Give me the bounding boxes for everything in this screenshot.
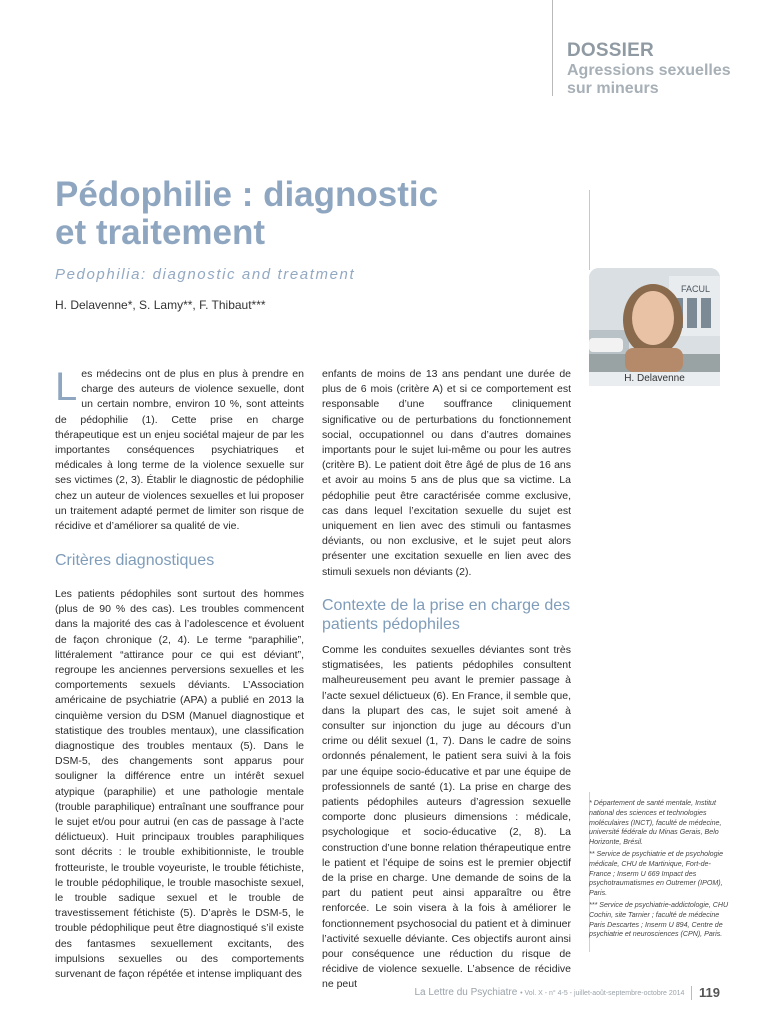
criteres-text: Les patients pédophiles sont surtout des hommes (plus de 90 % des cas). Les troubles commencent dans la majorité des cas à l’adolescence et évoluent de façon chronique (2, 4). Le terme “paraphilie”, littéralement “attirance pour ce qui est déviant”, regroupe les anciennes perversions sexuelles et les comportements sexuels déviants. L’Association américaine de psychiatrie (APA) a publié en 2013 la cinquième version du DSM (Manuel diagnostique et statistique des troubles mentaux), une classification diagnostique des troubles mentaux (5). Dans le DSM-5, des changements sont apparus pour souligner la différence entre un intérêt sexuel atypique (paraphilie) et une pathologie mentale (trouble paraphilique) entraînant une souffrance pour le sujet et/ou pour autrui (en cas de passage à l’acte délictueux). Huit principaux troubles paraphiliques sont décrits : le trouble exhibitionniste, le trouble frotteuriste, le trouble voyeuriste, le trouble fétichiste, le trouble pédophilique, le trouble masochiste sexuel, le trouble sadique sexuel et le trouble de travestissement fétichiste (5). D’après le DSM-5, le trouble pédophilique peut être diagnostiqué s’il existe des fantasmes sexuellement excitants, des impulsions sexuelles ou des comportements survenant de façon répétée et intense impliquant des [55, 588, 304, 981]
affiliation-footnotes [589, 799, 730, 942]
article-title [55, 176, 555, 252]
photo-sign-text: FACUL [681, 284, 711, 294]
footnote-2: ** Service de psychiatrie et de psychologie médicale, CHU de Martinique, Fort-de-France ; Inserm U 669 Impact des psychotraumatismes en Outremer (IPOM), Paris. [589, 849, 724, 898]
author-photo-caption: H. Delavenne [589, 372, 720, 386]
author-portrait-image [589, 268, 720, 372]
dossier-topic-line2: sur mineurs [567, 80, 659, 97]
journal-name: La Lettre du Psychiatre [414, 987, 518, 999]
article-title-line2: et traitement [55, 213, 266, 252]
criteres-paragraph [55, 587, 304, 982]
issue-info: • Vol. X - n° 4-5 - juillet-août-septembre-octobre 2014 [520, 990, 685, 998]
intro-paragraph [55, 367, 304, 534]
column2-paragraph [322, 367, 571, 580]
drop-cap: L [55, 365, 78, 409]
dossier-kicker: DOSSIER [567, 40, 654, 61]
dossier-topic-line1: Agressions sexuelles [567, 62, 731, 79]
contexte-text: Comme les conduites sexuelles déviantes sont très stigmatisées, les patients pédophiles consultent malheureusement peu avant le premier passage à l’acte sexuel délictueux (6). En France, il semble que, dans la plupart des cas, le sujet soit amené à consulter sur injonction du juge au décours d’un crime ou délit sexuel (1, 7). Dans le cadre de soins ordonnés pénalement, le patient sera suivi à la fois par une équipe socio-éducative et par une équipe de professionnels de santé (1). La prise en charge des patients pédophiles auteurs d’agression sexuelle comporte donc plusieurs dimensions : médicale, psychologique et socio-éducative (2, 8). La construction d’une bonne relation thérapeutique entre le patient et l’équipe de soins est le premier objectif de la prise en charge. Une demande de soins de la part du patient peut ainsi apparaître ou être renforcée. Le soin visera à la fois à améliorer le fonctionnement psychosocial du patient et à diminuer l’activité sexuelle déviante. Ces objectifs auront ainsi pour conséquence une réduction du risque de récidive de violence sexuelle. L’absence de récidive ne peut [322, 644, 571, 991]
footer-separator [691, 986, 692, 1000]
footnote-1: * Département de santé mentale, Institut national des sciences et technologies moléculaires (INCT), faculté de médecine, université fédérale du Minas Gerais, Belo Horizonte, Brésil. [589, 799, 722, 847]
dossier-divider [552, 0, 553, 96]
author-photo [589, 268, 720, 372]
article-title-line1: Pédophilie : diagnostic [55, 175, 439, 214]
article-subtitle: Pedophilia: diagnostic and treatment [55, 266, 356, 283]
contexte-paragraph [322, 643, 571, 993]
intro-text: es médecins ont de plus en plus à prendre en charge des auteurs de violence sexuelle, dont un certain nombre, environ 10 %, sont atteints de pédophilie (1). Cette prise en charge thérapeutique est un enjeu sociétal majeur de par les importantes conséquences psychiatriques et médicales à long terme de la violence sexuelle sur ses victimes (2, 3). Établir le diagnostic de pédophilie chez un auteur de violences sexuelles et lui proposer un traitement adapté permet de limiter son risque de récidive et d’améliorer sa qualité de vie. [55, 368, 304, 533]
column2-text: enfants de moins de 13 ans pendant une durée de plus de 6 mois (critère A) et si ce comportement est responsable d’une souffrance cliniquement significative ou de perturbations du fonctionnement social, occupationnel ou dans d’autres domaines importants pour le sujet lui-même ou pour les autres (critère B). Le patient doit être âgé de plus de 16 ans et avoir au moins 5 ans de plus que sa victime. La pédophilie peut être caractérisée comme exclusive, cas dans lequel l’excitation sexuelle du sujet est uniquement en lien avec des stimuli ou fantasmes déviants, ou non exclusive, et le sujet peut alors présenter une excitation sexuelle en lien avec des stimuli sexuels non déviants (2). [322, 368, 571, 578]
footnote-3: *** Service de psychiatrie-addictologie, CHU Cochin, site Tarnier ; faculté de médecine Paris Descartes ; Inserm U 894, Centre de psychiatrie et neurosciences (CPN), Paris. [589, 900, 729, 939]
dossier-header [567, 40, 757, 98]
section-heading-criteres: Critères diagnostiques [55, 552, 215, 569]
article-authors: H. Delavenne*, S. Lamy**, F. Thibaut*** [55, 298, 266, 312]
section-heading-contexte: Contexte de la prise en charge des patients pédophiles [322, 597, 571, 633]
page-number: 119 [699, 985, 720, 1000]
photo-divider [589, 190, 590, 270]
page-footer [380, 985, 720, 1000]
